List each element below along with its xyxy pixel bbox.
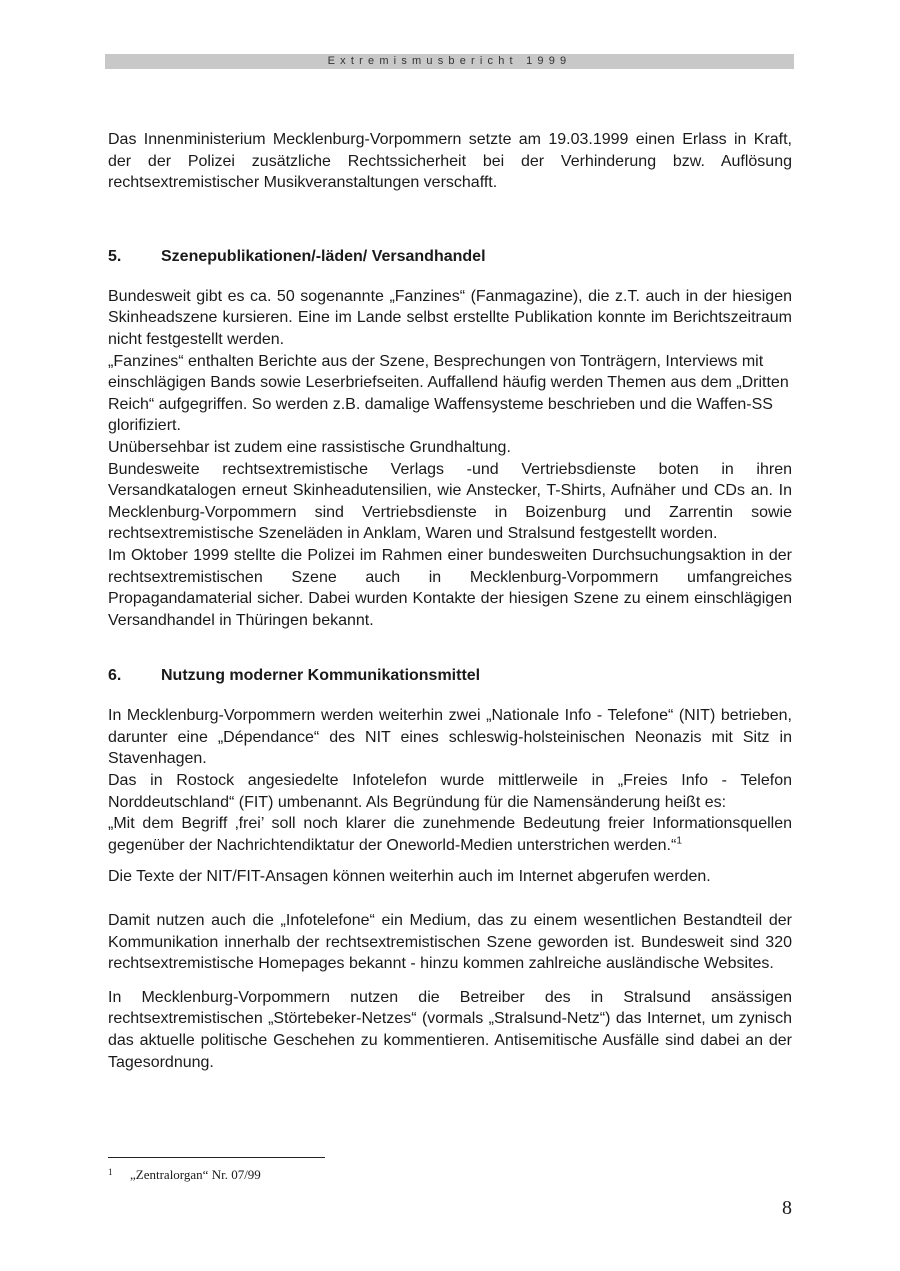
section-5-paragraph: Bundesweite rechtsextremistische Verlags -und Vertriebsdienste boten in ihren Versandkatalogen erneut Skinheadutensilien, wie Anstecker, T-Shirts, Aufnäher und CDs an. In Mecklenburg-Vorpommern sind Vertriebsdienste in Boizenburg und Zarrentin sowie rechtsextremistische Szeneläden in Anklam, Waren und Stralsund festgestellt worden.	[108, 460, 792, 543]
section-5-title: Szenepublikationen/-läden/ Versandhandel	[161, 247, 486, 265]
footnote-reference[interactable]: 1	[676, 835, 682, 847]
section-6-paragraph: Damit nutzen auch die „Infotelefone“ ein Medium, das zu einem wesentlichen Bestandteil der Kommunikation innerhalb der rechtsextremistischen Szene geworden ist. Bundesweit sind 320 rechtsextremistische Homepages bekannt - hinzu kommen zahlreiche ausländische Websites.	[108, 912, 792, 973]
section-5-paragraph: Unübersehbar ist zudem eine rassistische Grundhaltung.	[108, 438, 511, 456]
footnote-mark: 1	[108, 1167, 113, 1177]
section-5-number: 5.	[108, 247, 122, 265]
section-5-paragraph: Bundesweit gibt es ca. 50 sogenannte „Fanzines“ (Fanmagazine), die z.T. auch in der hiesigen Skinheadszene kursieren. Eine im Lande selbst erstellte Publikation konnte im Berichtszeitraum nicht festgestellt werden.	[108, 287, 792, 348]
running-header	[105, 54, 794, 69]
section-6-number: 6.	[108, 667, 122, 685]
intro-paragraph: Das Innenministerium Mecklenburg-Vorpommern setzte am 19.03.1999 einen Erlass in Kraft, der der Polizei zusätzliche Rechtssicherheit bei der Verhinderung bzw. Auflösung rechtsextremistischer Musikveranstaltungen verschafft.	[108, 131, 792, 192]
section-6-paragraph: Die Texte der NIT/FIT-Ansagen können weiterhin auch im Internet abgerufen werden.	[108, 868, 711, 886]
section-5-paragraph: „Fanzines“ enthalten Berichte aus der Szene, Besprechungen von Tonträgern, Interviews mit einschlägigen Bands sowie Leserbriefseiten. Auffallend häufig werden Themen aus dem „Dritten Reich“ aufgegriffen. So werden z.B. damalige Waffensysteme beschrieben und die Waffen-SS glorifiziert.	[108, 352, 789, 435]
section-6-title: Nutzung moderner Kommunikationsmittel	[161, 667, 481, 685]
section-6-paragraph: In Mecklenburg-Vorpommern werden weiterhin zwei „Nationale Info - Telefone“ (NIT) betrieben, darunter eine „Dépendance“ des NIT eines schleswig-holsteinischen Neonazis mit Sitz in Stavenhagen.	[108, 707, 792, 768]
section-6-paragraph: Das in Rostock angesiedelte Infotelefon wurde mittlerweile in „Freies Info - Telefon Norddeutschland“ (FIT) umbenannt. Als Begründung für die Namensänderung heißt es:	[108, 772, 792, 811]
quote-paragraph	[108, 813, 792, 856]
page-body	[108, 129, 792, 1073]
footnote-divider	[108, 1157, 325, 1158]
footnote	[108, 1166, 261, 1184]
section-5-heading	[108, 246, 792, 268]
footnote-text: „Zentralorgan“ Nr. 07/99	[130, 1167, 261, 1182]
quote-text: „Mit dem Begriff ‚frei’ soll noch klarer die zunehmende Bedeutung freier Informationsquellen gegenüber der Nachrichtendiktatur der Oneworld-Medien unterstrichen werden.“	[108, 815, 792, 854]
page-number: 8	[782, 1197, 792, 1219]
section-5-paragraph: Im Oktober 1999 stellte die Polizei im Rahmen einer bundesweiten Durchsuchungsaktion in der rechtsextremistischen Szene auch in Mecklenburg-Vorpommern umfangreiches Propagandamaterial sicher. Dabei wurden Kontakte der hiesigen Szene zu einem einschlägigen Versandhandel in Thüringen bekannt.	[108, 546, 792, 629]
section-6-paragraph: In Mecklenburg-Vorpommern nutzen die Betreiber des in Stralsund ansässigen rechtsextremistischen „Störtebeker-Netzes“ (vormals „Stralsund-Netz“) das Internet, um zynisch das aktuelle politische Geschehen zu kommentieren. Antisemitische Ausfälle sind dabei an der Tagesordnung.	[108, 988, 792, 1071]
section-6-heading	[108, 665, 792, 687]
header-title: Extremismusbericht 1999	[327, 55, 572, 67]
